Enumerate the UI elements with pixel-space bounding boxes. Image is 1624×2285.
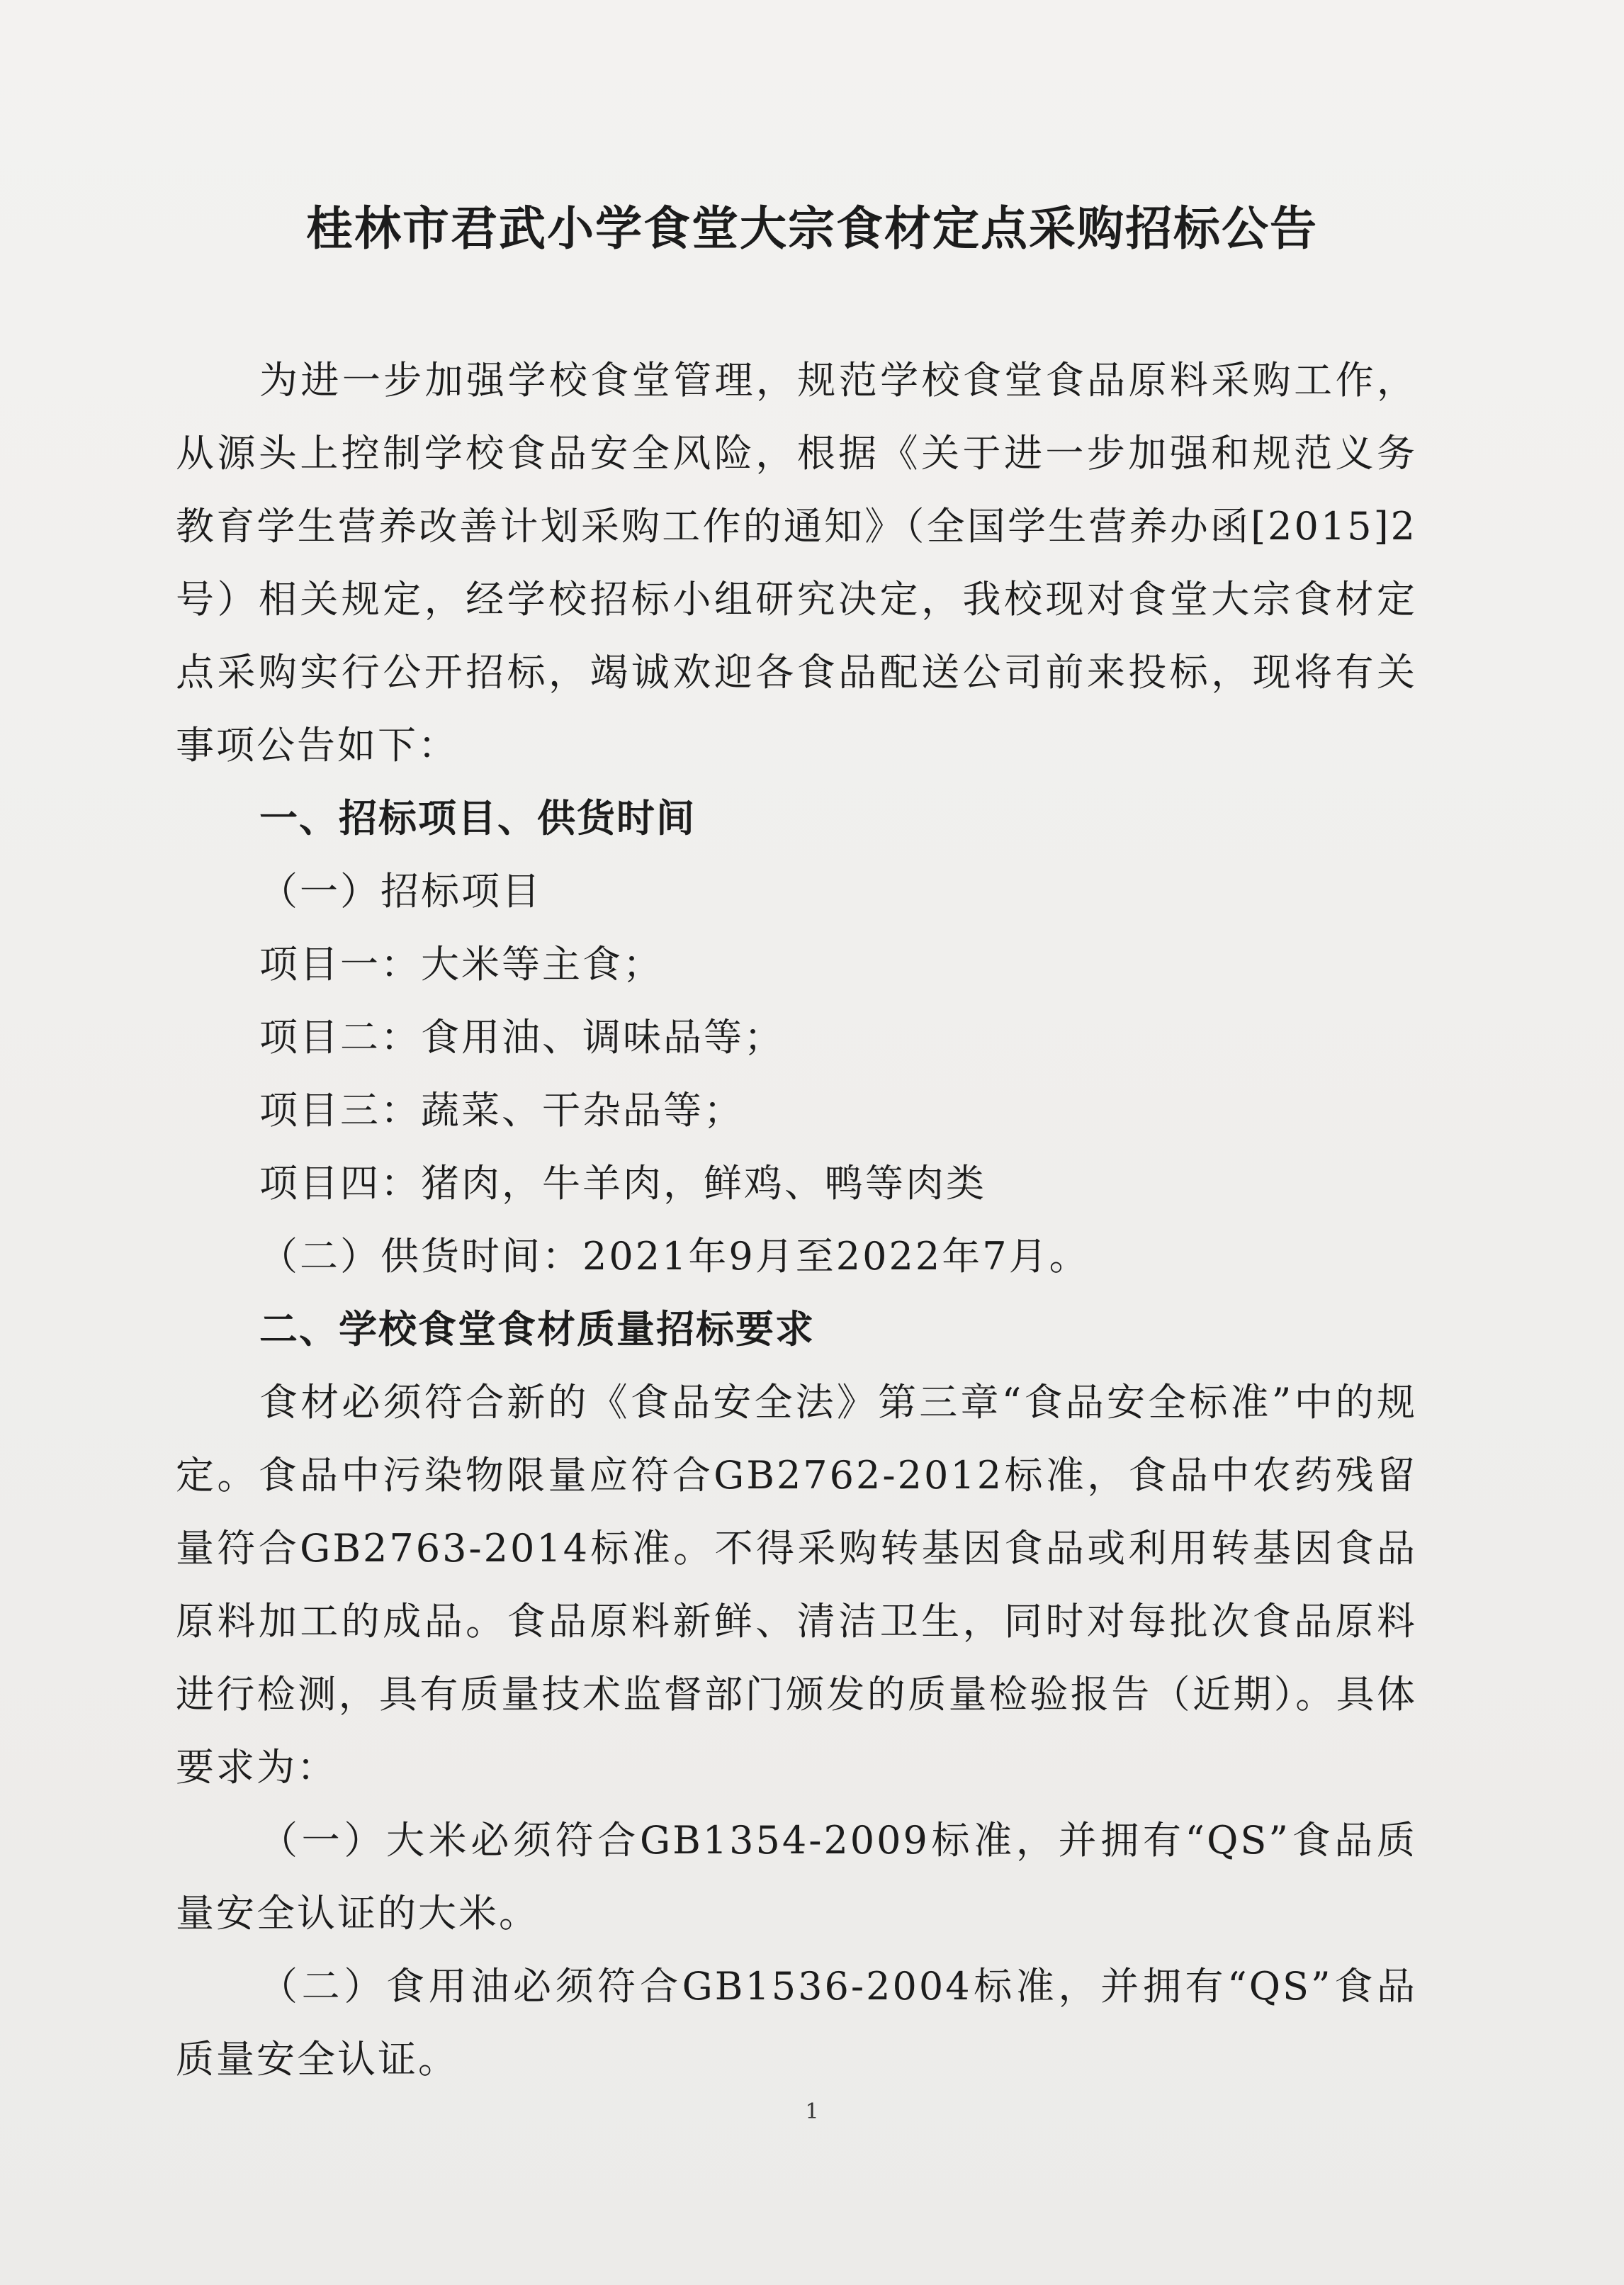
section-heading-1: 一、招标项目、供货时间 xyxy=(259,795,696,841)
oil-requirement: （二）食用油必须符合GB1536-2004标准，并拥有“QS”食品质量安全认证。 xyxy=(176,1964,1417,2082)
page-number: 1 xyxy=(805,2099,819,2124)
intro-paragraph: 为进一步加强学校食堂管理，规范学校食堂食品原料采购工作，从源头上控制学校食品安全风险，根据《关于进一步加强和规范义务教育学生营养改善计划采购工作的通知》（全国学生营养办函[2015]2号）相关规定，经学校招标小组研究决定，我校现对食堂大宗食材定点采购实行公开招标，竭诚欢迎各食品配送公司前来投标，现将有关事项公告如下： xyxy=(176,358,1417,768)
document-title: 桂林市君武小学食堂大宗食材定点采购招标公告 xyxy=(306,201,1318,256)
list-item: 项目三：蔬菜、干杂品等； xyxy=(259,1088,744,1133)
quality-paragraph: 食材必须符合新的《食品安全法》第三章“食品安全标准”中的规定。食品中污染物限量应符合GB2762-2012标准，食品中农药残留量符合GB2763-2014标准。不得采购转基因食品或利用转基因食品原料加工的成品。食品原料新鲜、清洁卫生，同时对每批次食品原料进行检测，具有质量技术监督部门颁发的质量检验报告（近期）。具体要求为： xyxy=(176,1380,1417,1790)
section-heading-2: 二、学校食堂食材质量招标要求 xyxy=(259,1306,815,1352)
list-item: 项目一：大米等主食； xyxy=(259,942,663,987)
list-item: 项目四：猪肉，牛羊肉，鲜鸡、鸭等肉类 xyxy=(259,1161,986,1206)
supply-time: （二）供货时间：2021年9月至2022年7月。 xyxy=(259,1234,1090,1279)
rice-requirement: （一）大米必须符合GB1354-2009标准，并拥有“QS”食品质量安全认证的大米。 xyxy=(176,1818,1417,1936)
document-body xyxy=(176,344,1417,2096)
subheading-bidding-items: （一）招标项目 xyxy=(259,869,542,914)
list-item: 项目二：食用油、调味品等； xyxy=(259,1015,784,1060)
